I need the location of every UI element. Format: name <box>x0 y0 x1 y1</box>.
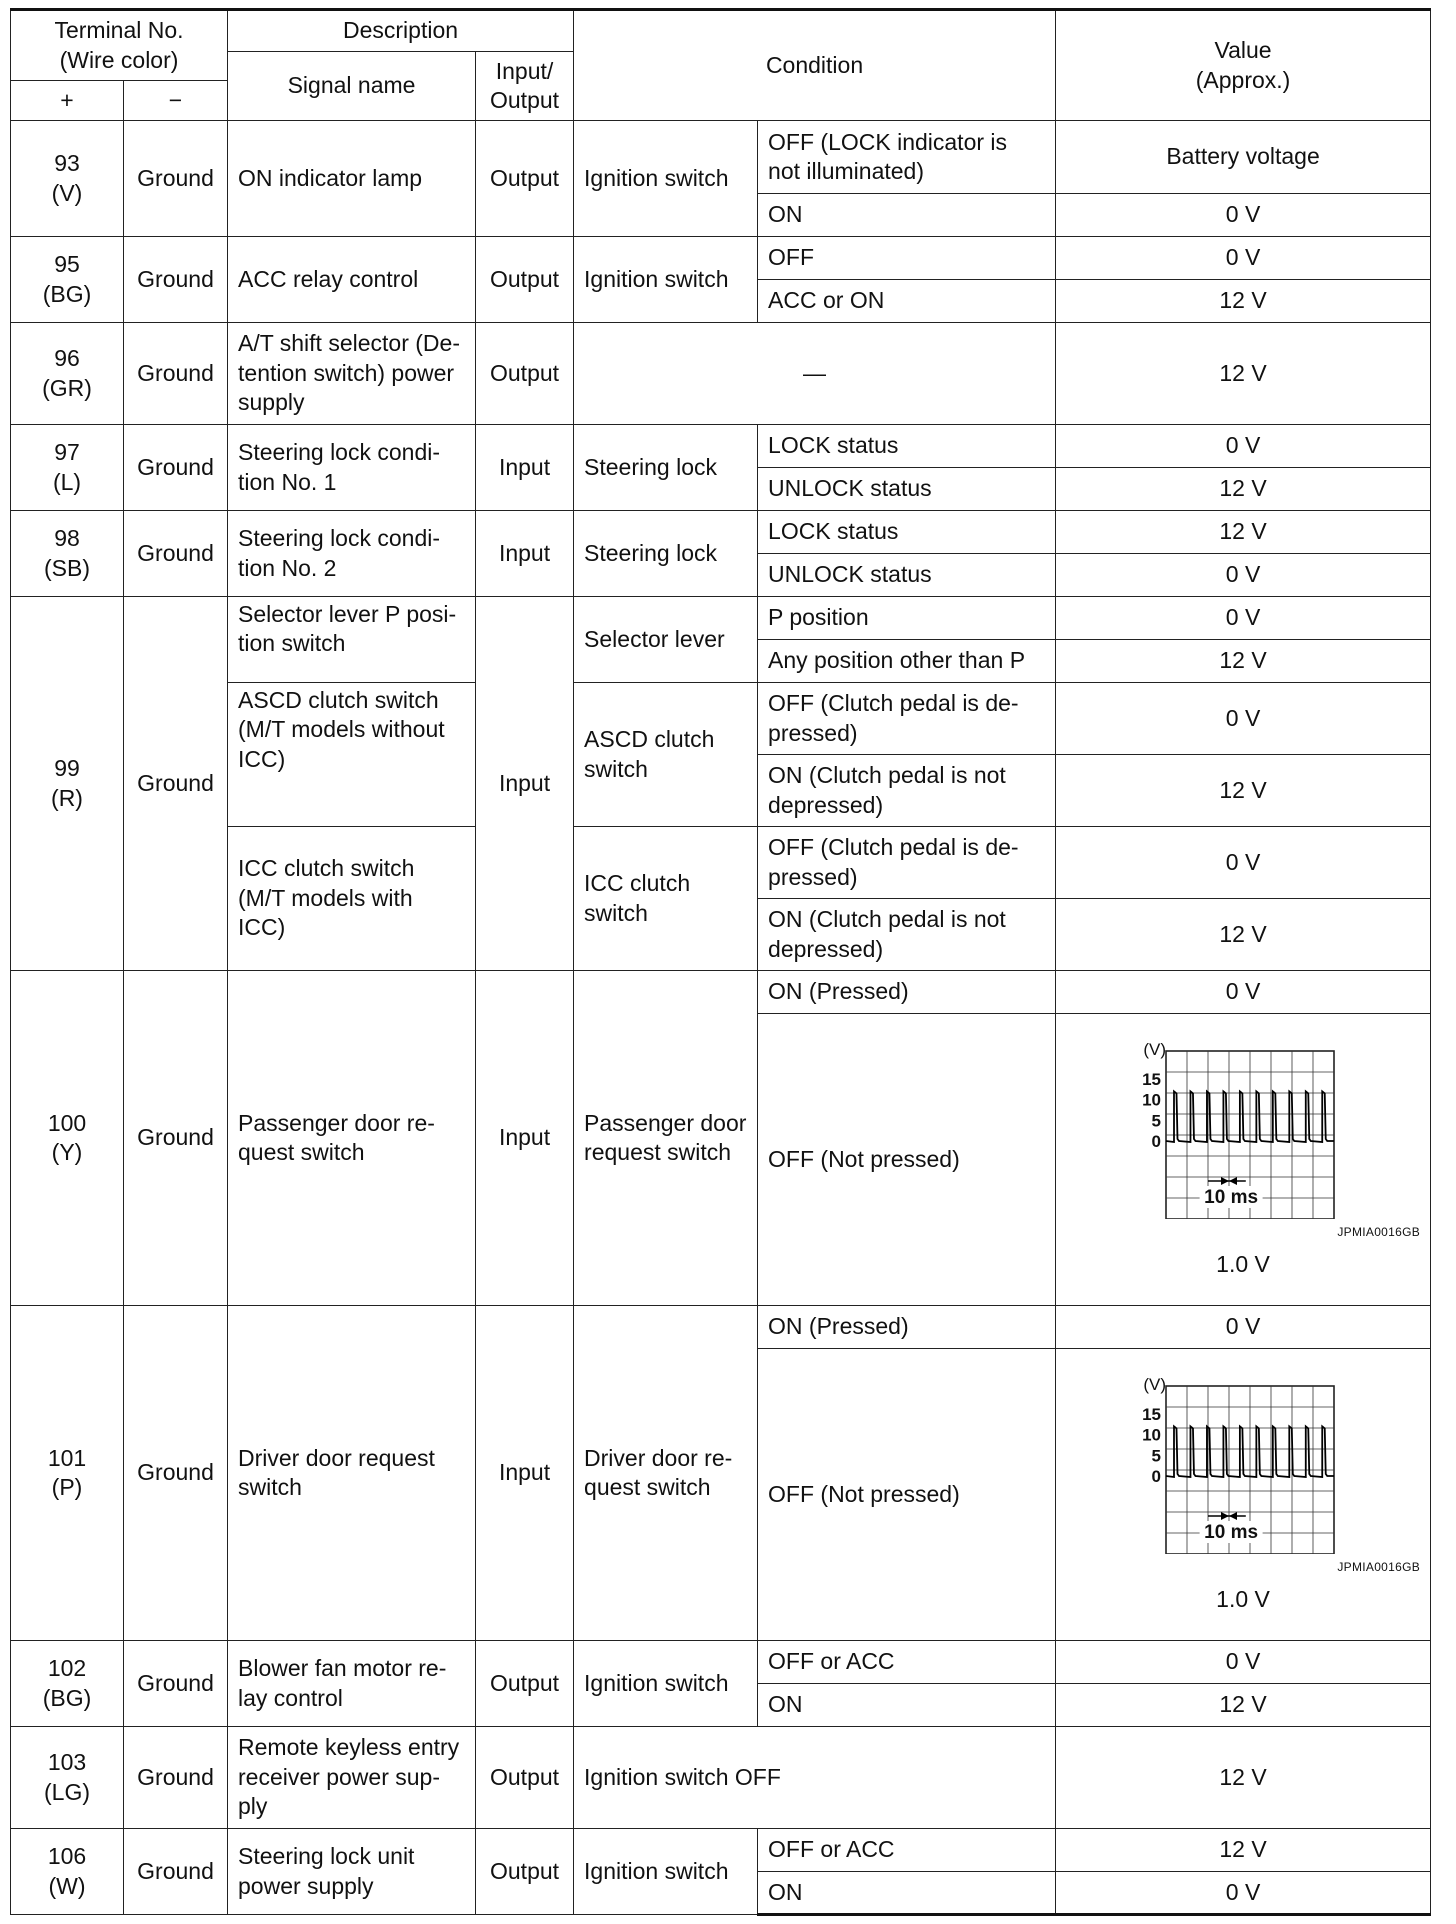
terminal-cell <box>11 1306 124 1641</box>
io-cell: Input <box>476 971 574 1306</box>
terminal-spec-page <box>10 8 1430 1912</box>
state-cell: ON <box>758 1684 1056 1727</box>
signal-name-cell: ACC relay control <box>228 237 476 323</box>
io-cell: Input <box>476 425 574 511</box>
table-row <box>11 121 1431 194</box>
table-row <box>11 1306 1431 1349</box>
scope-y-tick: 5 <box>1151 1111 1162 1131</box>
table-row <box>11 511 1431 554</box>
io-cell: Output <box>476 323 574 425</box>
wire-color: (LG) <box>44 1778 90 1805</box>
condition-cell: Selector lever <box>574 597 758 683</box>
value-cell: 0 V <box>1056 1641 1431 1684</box>
value-cell: 12 V <box>1056 1727 1431 1829</box>
terminal-cell <box>11 1829 124 1915</box>
scope-y-tick: 0 <box>1151 1132 1162 1152</box>
state-cell: OFF <box>758 237 1056 280</box>
wire-color: (R) <box>51 784 83 811</box>
minus-cell: Ground <box>124 1727 228 1829</box>
terminal-cell <box>11 971 124 1306</box>
value-cell <box>1056 1014 1431 1306</box>
value-cell: 0 V <box>1056 237 1431 280</box>
minus-header: − <box>124 81 228 121</box>
signal-name-cell: ICC clutch switch (M/T models with ICC) <box>228 827 476 971</box>
wire-color: (L) <box>52 468 82 495</box>
terminal-number: 106 <box>47 1843 87 1870</box>
signal-name-cell: Blower fan motor re-lay control <box>228 1641 476 1727</box>
state-cell: OFF (LOCK indicator is not illuminated) <box>758 121 1056 194</box>
value-cell: 12 V <box>1056 511 1431 554</box>
terminal-spec-table <box>10 8 1431 1916</box>
condition-cell: ASCD clutch switch <box>574 683 758 827</box>
minus-cell: Ground <box>124 971 228 1306</box>
state-cell: LOCK status <box>758 511 1056 554</box>
signal-name-cell: Passenger door re-quest switch <box>228 971 476 1306</box>
input-output-header: Input/ Output <box>476 52 574 121</box>
terminal-cell <box>11 1727 124 1829</box>
state-cell: OFF (Clutch pedal is de-pressed) <box>758 683 1056 755</box>
approx-label: (Approx.) <box>1195 66 1291 93</box>
value-cell: 0 V <box>1056 971 1431 1014</box>
value-cell: 0 V <box>1056 554 1431 597</box>
state-cell: OFF (Clutch pedal is de-pressed) <box>758 827 1056 899</box>
wire-color: (W) <box>48 1872 86 1899</box>
state-cell: OFF (Not pressed) <box>758 1349 1056 1641</box>
waveform-value: 1.0 V <box>1216 1586 1270 1613</box>
state-cell: P position <box>758 597 1056 640</box>
oscilloscope-chart <box>1128 1376 1358 1554</box>
terminal-number: 97 <box>54 439 80 466</box>
condition-cell: Ignition switch <box>574 1641 758 1727</box>
terminal-number: 95 <box>54 251 80 278</box>
io-cell: Output <box>476 237 574 323</box>
signal-name-cell: Remote keyless entry receiver power sup-ply <box>228 1727 476 1829</box>
minus-cell: Ground <box>124 597 228 971</box>
time-arrow-icon <box>1221 1512 1229 1520</box>
value-cell: 12 V <box>1056 899 1431 971</box>
terminal-number: 103 <box>47 1749 87 1776</box>
terminal-number: 98 <box>54 525 80 552</box>
terminal-cell <box>11 425 124 511</box>
terminal-cell <box>11 121 124 237</box>
state-cell: UNLOCK status <box>758 554 1056 597</box>
signal-name-header: Signal name <box>228 52 476 121</box>
terminal-number: 101 <box>47 1444 87 1471</box>
terminal-number: 93 <box>54 150 80 177</box>
state-cell: OFF (Not pressed) <box>758 1014 1056 1306</box>
io-cell: Output <box>476 1641 574 1727</box>
terminal-cell <box>11 237 124 323</box>
signal-name-cell: Selector lever P posi-tion switch <box>228 597 476 683</box>
minus-cell: Ground <box>124 237 228 323</box>
condition-cell: Steering lock <box>574 511 758 597</box>
state-cell: OFF or ACC <box>758 1829 1056 1872</box>
plus-header: + <box>11 81 124 121</box>
wire-color: (Y) <box>51 1139 83 1165</box>
description-header: Description <box>228 10 574 52</box>
value-label: Value <box>1214 37 1272 64</box>
condition-cell: Passenger door request switch <box>574 971 758 1306</box>
terminal-cell <box>11 323 124 425</box>
io-cell: Output <box>476 1727 574 1829</box>
scope-y-unit: (V) <box>1143 1041 1167 1060</box>
io-cell: Input <box>476 597 574 971</box>
value-cell <box>1056 1349 1431 1641</box>
scope-time-label: 10 ms <box>1204 1187 1259 1209</box>
wire-color-label: (Wire color) <box>59 46 179 73</box>
value-cell: 0 V <box>1056 1306 1431 1349</box>
value-cell: 0 V <box>1056 425 1431 468</box>
terminal-number: 102 <box>47 1655 87 1682</box>
value-cell: 0 V <box>1056 683 1431 755</box>
minus-cell: Ground <box>124 1641 228 1727</box>
state-cell: ACC or ON <box>758 280 1056 323</box>
state-cell: ON <box>758 1872 1056 1915</box>
state-cell: ON (Pressed) <box>758 971 1056 1014</box>
scope-y-tick: 10 <box>1142 1090 1162 1110</box>
value-cell: Battery voltage <box>1056 121 1431 194</box>
wire-color: (GR) <box>42 374 92 401</box>
terminal-cell <box>11 597 124 971</box>
terminal-number: 99 <box>54 755 80 782</box>
table-row <box>11 323 1431 425</box>
table-row <box>11 237 1431 280</box>
value-cell: 12 V <box>1056 1684 1431 1727</box>
minus-cell: Ground <box>124 121 228 237</box>
terminal-no-header <box>11 10 228 81</box>
value-cell: 0 V <box>1056 827 1431 899</box>
terminal-number: 96 <box>54 345 80 372</box>
value-cell: 12 V <box>1056 468 1431 511</box>
table-row <box>11 597 1431 640</box>
minus-cell: Ground <box>124 1306 228 1641</box>
signal-name-cell: Steering lock condi-tion No. 2 <box>228 511 476 597</box>
wire-color: (SB) <box>44 554 90 581</box>
state-cell: ON (Clutch pedal is not depressed) <box>758 899 1056 971</box>
scope-y-tick: 10 <box>1142 1425 1162 1445</box>
signal-name-cell: A/T shift selector (De-tention switch) power supply <box>228 323 476 425</box>
wire-color: (P) <box>51 1474 83 1500</box>
signal-name-cell: Steering lock condi-tion No. 1 <box>228 425 476 511</box>
condition-cell: Ignition switch <box>574 1829 758 1915</box>
table-row <box>11 425 1431 468</box>
table-row <box>11 1641 1431 1684</box>
signal-name-cell: Driver door request switch <box>228 1306 476 1641</box>
signal-name-cell: ASCD clutch switch (M/T models without ICC) <box>228 683 476 827</box>
value-cell: 0 V <box>1056 194 1431 237</box>
value-header <box>1056 10 1431 121</box>
state-cell: Any position other than P <box>758 640 1056 683</box>
terminal-no-label: Terminal No. <box>54 17 184 44</box>
scope-time-label: 10 ms <box>1204 1522 1259 1544</box>
signal-name-cell: ON indicator lamp <box>228 121 476 237</box>
table-row <box>11 1829 1431 1872</box>
condition-header: Condition <box>574 10 1056 121</box>
state-cell: ON <box>758 194 1056 237</box>
state-cell: LOCK status <box>758 425 1056 468</box>
value-cell: 12 V <box>1056 755 1431 827</box>
io-cell: Output <box>476 121 574 237</box>
terminal-number: 100 <box>47 1109 87 1136</box>
condition-cell: Driver door re-quest switch <box>574 1306 758 1641</box>
minus-cell: Ground <box>124 1829 228 1915</box>
wire-color: (BG) <box>42 280 92 307</box>
state-cell: UNLOCK status <box>758 468 1056 511</box>
table-row <box>11 1727 1431 1829</box>
scope-y-tick: 15 <box>1142 1070 1162 1090</box>
value-cell: 0 V <box>1056 1872 1431 1915</box>
minus-cell: Ground <box>124 511 228 597</box>
minus-cell: Ground <box>124 425 228 511</box>
condition-cell: ICC clutch switch <box>574 827 758 971</box>
terminal-cell <box>11 1641 124 1727</box>
io-cell: Output <box>476 1829 574 1915</box>
signal-name-cell: Steering lock unit power supply <box>228 1829 476 1915</box>
value-cell: 12 V <box>1056 323 1431 425</box>
figure-id: JPMIA0016GB <box>1337 1560 1421 1575</box>
io-cell: Input <box>476 1306 574 1641</box>
value-cell: 12 V <box>1056 280 1431 323</box>
waveform-value: 1.0 V <box>1216 1251 1270 1278</box>
condition-cell: Ignition switch <box>574 121 758 237</box>
value-cell: 12 V <box>1056 1829 1431 1872</box>
value-cell: 0 V <box>1056 597 1431 640</box>
condition-cell: — <box>574 323 1056 425</box>
scope-y-unit: (V) <box>1143 1376 1167 1395</box>
wire-color: (V) <box>51 179 83 206</box>
scope-y-tick: 0 <box>1151 1467 1162 1487</box>
condition-cell: Steering lock <box>574 425 758 511</box>
table-row <box>11 971 1431 1014</box>
time-arrow-icon <box>1221 1177 1229 1185</box>
state-cell: ON (Pressed) <box>758 1306 1056 1349</box>
io-cell: Input <box>476 511 574 597</box>
condition-cell: Ignition switch OFF <box>574 1727 1056 1829</box>
scope-y-tick: 15 <box>1142 1405 1162 1425</box>
wire-color: (BG) <box>42 1684 92 1711</box>
figure-id: JPMIA0016GB <box>1337 1225 1421 1240</box>
condition-cell: Ignition switch <box>574 237 758 323</box>
value-cell: 12 V <box>1056 640 1431 683</box>
scope-y-tick: 5 <box>1151 1446 1162 1466</box>
state-cell: ON (Clutch pedal is not depressed) <box>758 755 1056 827</box>
minus-cell: Ground <box>124 323 228 425</box>
oscilloscope-chart <box>1128 1041 1358 1219</box>
terminal-cell <box>11 511 124 597</box>
state-cell: OFF or ACC <box>758 1641 1056 1684</box>
